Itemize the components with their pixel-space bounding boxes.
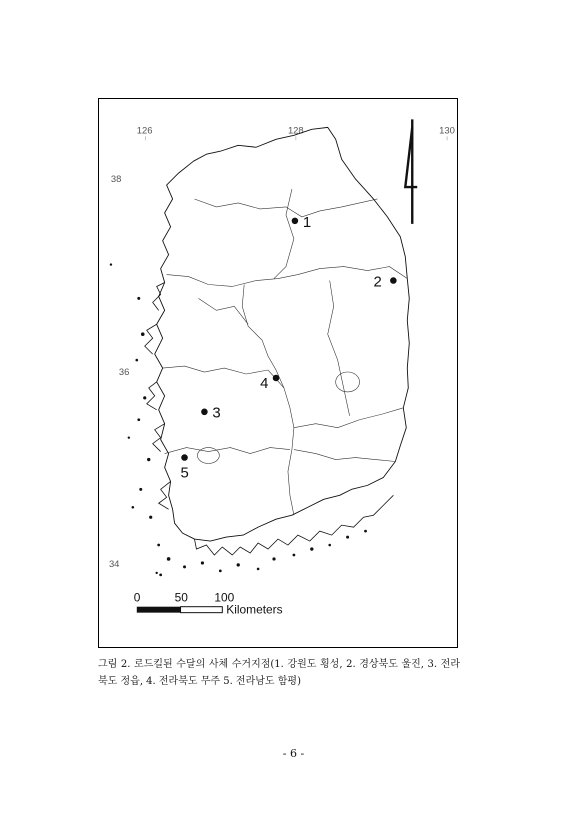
site-dot-3 <box>201 409 208 416</box>
coastline-detail <box>145 283 394 555</box>
site-dot-4 <box>273 375 280 382</box>
north-arrow <box>405 119 417 223</box>
scale-tick-50: 50 <box>174 590 188 605</box>
site-label-4: 4 <box>260 375 269 392</box>
scale-tick-0: 0 <box>133 590 141 605</box>
map-figure <box>98 98 458 648</box>
latitude-tick-34: 34 <box>108 558 120 570</box>
site-label-2: 2 <box>373 274 382 291</box>
scale-tick-100: 100 <box>214 590 235 605</box>
scale-bar <box>134 591 283 617</box>
islands <box>110 263 367 576</box>
latitude-tick-36: 36 <box>118 366 130 378</box>
korea-outline <box>155 127 410 541</box>
scale-unit: Kilometers <box>226 602 283 617</box>
site-dot-2 <box>390 277 397 284</box>
province-boundaries <box>163 189 408 515</box>
longitude-tick-130: 130 <box>439 125 455 137</box>
latitude-tick-38: 38 <box>110 174 122 186</box>
korea-map <box>99 99 457 647</box>
figure-caption: 그림 2. 로드킬된 수달의 사체 수거지점(1. 강원도 횡성, 2. 경상북도 울진, 3. 전라북도 정읍, 4. 전라북도 무주 5. 전라남도 함평) <box>98 659 460 687</box>
site-dot-5 <box>181 454 188 461</box>
site-label-5: 5 <box>180 465 189 482</box>
site-markers <box>181 218 396 461</box>
longitude-tick-126: 126 <box>136 125 153 137</box>
site-label-1: 1 <box>302 214 312 231</box>
page-number: - 6 - <box>282 747 305 760</box>
site-label-3: 3 <box>212 405 221 422</box>
longitude-tick-128: 128 <box>287 125 304 137</box>
site-dot-1 <box>292 218 299 225</box>
